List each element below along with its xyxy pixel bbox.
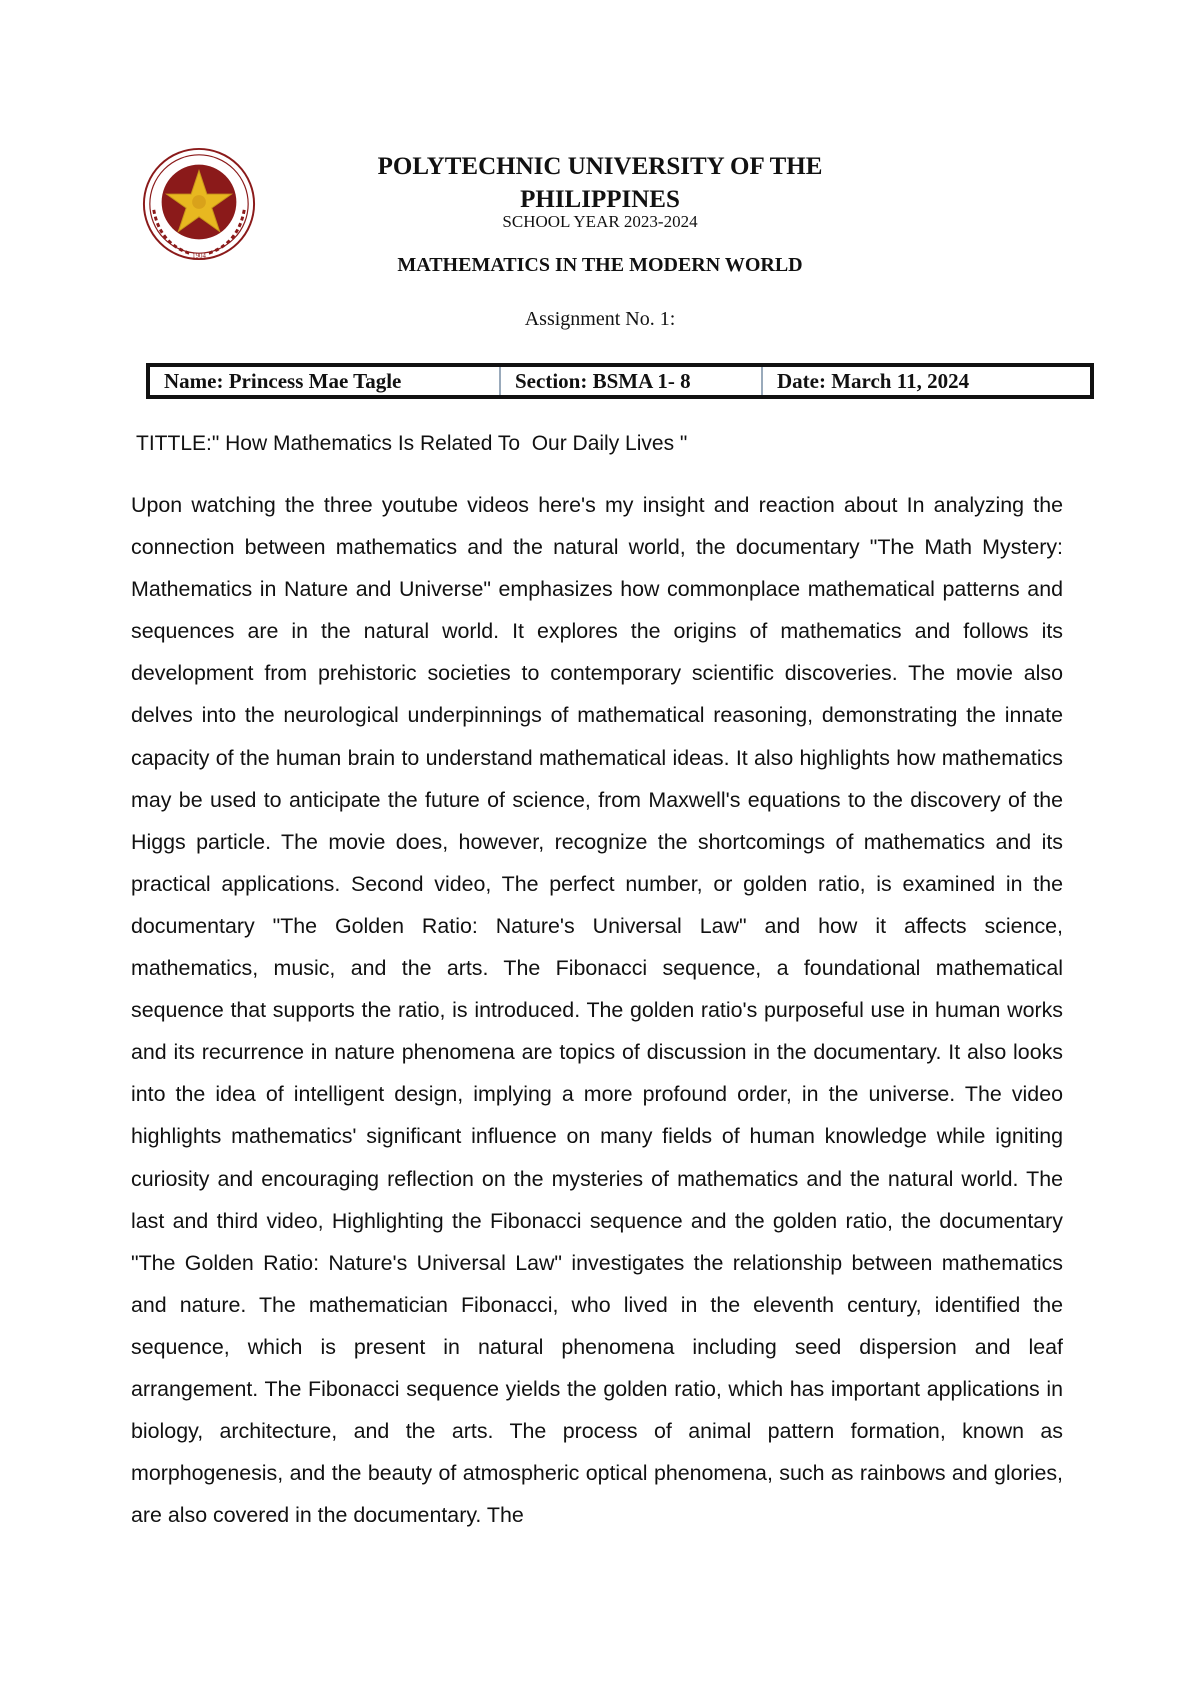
student-info-box <box>146 363 1094 399</box>
essay-title: TITTLE:" How Mathematics Is Related To Our Daily Lives " <box>136 432 688 455</box>
school-year: SCHOOL YEAR 2023-2024 <box>502 212 698 231</box>
student-name: Name: Princess Mae Tagle <box>150 367 501 395</box>
seal-year: 1904 <box>192 253 206 261</box>
university-name: POLYTECHNIC UNIVERSITY OF THE PHILIPPINES <box>377 153 823 213</box>
subject-title: MATHEMATICS IN THE MODERN WORLD <box>397 254 803 276</box>
essay-body: Upon watching the three youtube videos here's my insight and reaction about In analyzing the connection between mathematics and the natural world, the documentary "The Math Mystery: Mathematics in Nature and Universe" emphasizes how commonplace mathematical patterns and sequences are in the natural world. It explores the origins of mathematics and follows its development from prehistoric societies to contemporary scientific discoveries. The movie also delves into the neurological underpinnings of mathematical reasoning, demonstrating the innate capacity of the human brain to understand mathematical ideas. It also highlights how mathematics may be used to anticipate the future of science, from Maxwell's equations to the discovery of the Higgs particle. The movie does, however, recognize the shortcomings of mathematics and its practical applications. Second video, The perfect number, or golden ratio, is examined in the documentary "The Golden Ratio: Nature's Universal Law" and how it affects science, mathematics, music, and the arts. The Fibonacci sequence, a foundational mathematical sequence that supports the ratio, is introduced. The golden ratio's purposeful use in human works and its recurrence in nature phenomena are topics of discussion in the documentary. It also looks into the idea of intelligent design, implying a more profound order, in the universe. The video highlights mathematics' significant influence on many fields of human knowledge while igniting curiosity and encouraging reflection on the mysteries of mathematics and the natural world. The last and third video, Highlighting the Fibonacci sequence and the golden ratio, the documentary "The Golden Ratio: Nature's Universal Law" investigates the relationship between mathematics and nature. The mathematician Fibonacci, who lived in the eleventh century, identified the sequence, which is present in natural phenomena including seed dispersion and leaf arrangement. The Fibonacci sequence yields the golden ratio, which has important applications in biology, architecture, and the arts. The process of animal pattern formation, known as morphogenesis, and the beauty of atmospheric optical phenomena, such as rainbows and glories, are also covered in the documentary. The <box>131 493 1063 1528</box>
university-seal-logo <box>140 145 258 263</box>
assignment-number: Assignment No. 1: <box>524 308 676 330</box>
submission-date: Date: March 11, 2024 <box>777 368 970 393</box>
student-section: Section: BSMA 1- 8 <box>501 367 763 395</box>
